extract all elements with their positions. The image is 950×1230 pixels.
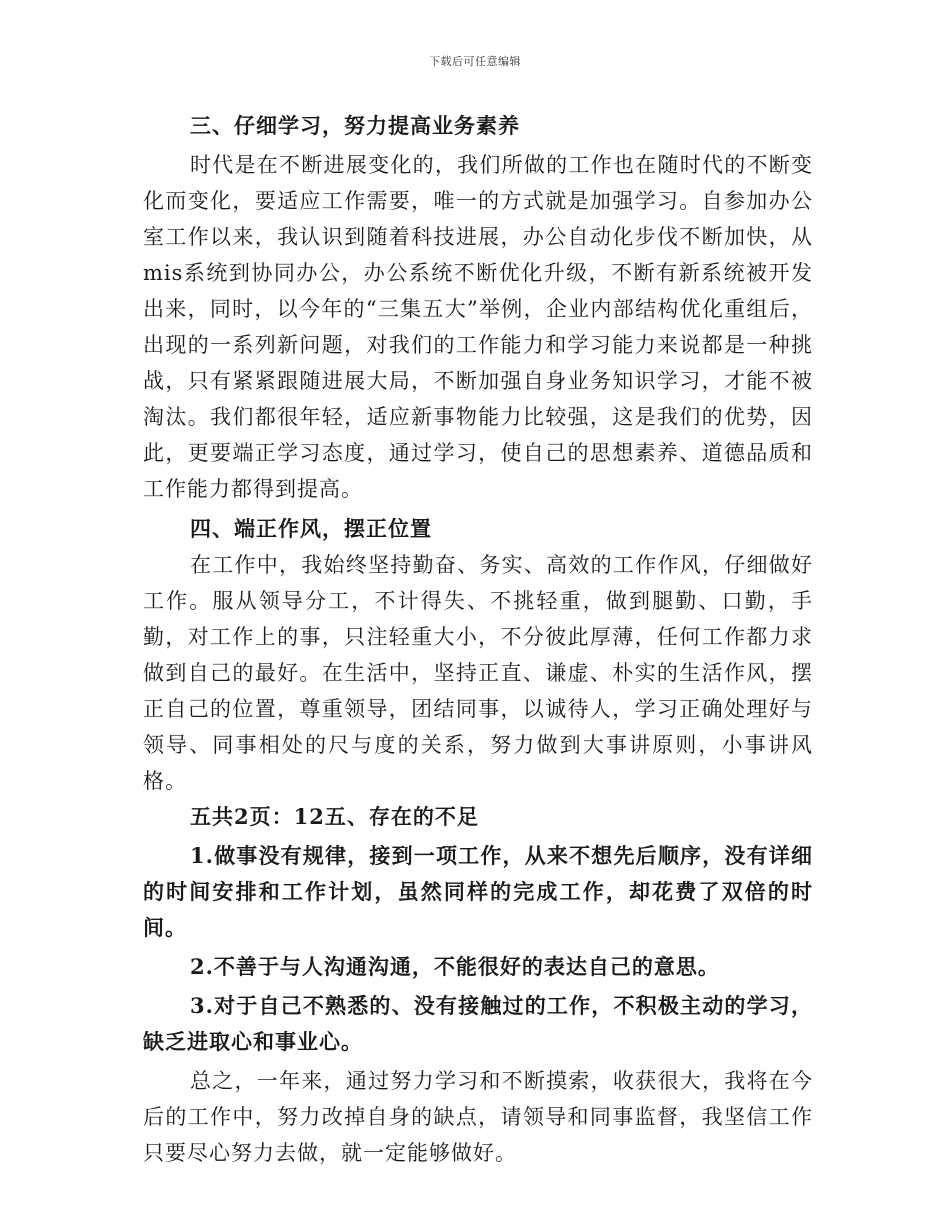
document-body xyxy=(143,108,813,1171)
shortcoming-item-1: 1.做事没有规律，接到一项工作，从来不想先后顺序，没有详细的时间安排和工作计划，虽然同样的完成工作，却花费了双倍的时间。 xyxy=(143,843,813,940)
section-4-heading: 四、端正作风，摆正位置 xyxy=(190,516,432,541)
page-header: 下载后可任意编辑 xyxy=(429,55,521,68)
shortcoming-item-2: 2.不善于与人沟通沟通，不能很好的表达自己的意思。 xyxy=(190,954,720,979)
conclusion-paragraph: 总之，一年来，通过努力学习和不断摸索，收获很大，我将在今后的工作中，努力改掉自身的缺点，请领导和同事监督，我坚信工作只要尽心努力去做，就一定能够做好。 xyxy=(143,1069,813,1165)
section-4-paragraph: 在工作中，我始终坚持勤奋、务实、高效的工作作风，仔细做好工作。服从领导分工，不计得失、不挑轻重，做到腿勤、口勤，手勤，对工作上的事，只注轻重大小，不分彼此厚薄，任何工作都力求做到自己的最好。在生活中，坚持正直、谦虚、朴实的生活作风，摆正自己的位置，尊重领导，团结同事，以诚待人，学习正确处理好与领导、同事相处的尺与度的关系，努力做到大事讲原则，小事讲风格。 xyxy=(143,553,813,793)
shortcoming-item-3: 3.对于自己不熟悉的、没有接触过的工作，不积极主动的学习，缺乏进取心和事业心。 xyxy=(143,993,813,1054)
section-5-heading: 五共2页：12五、存在的不足 xyxy=(190,804,479,829)
section-3-paragraph: 时代是在不断进展变化的，我们所做的工作也在随时代的不断变化而变化，要适应工作需要，唯一的方式就是加强学习。自参加办公室工作以来，我认识到随着科技进展，办公自动化步伐不断加快，从mis系统到协同办公，办公系统不断优化升级，不断有新系统被开发出来，同时，以今年的“三集五大”举例，企业内部结构优化重组后，出现的一系列新问题，对我们的工作能力和学习能力来说都是一种挑战，只有紧紧跟随进展大局，不断加强自身业务知识学习，才能不被淘汰。我们都很年轻，适应新事物能力比较强，这是我们的优势，因此，更要端正学习态度，通过学习，使自己的思想素养、道德品质和工作能力都得到提高。 xyxy=(143,153,813,501)
section-3-heading: 三、仔细学习，努力提高业务素养 xyxy=(190,113,520,138)
